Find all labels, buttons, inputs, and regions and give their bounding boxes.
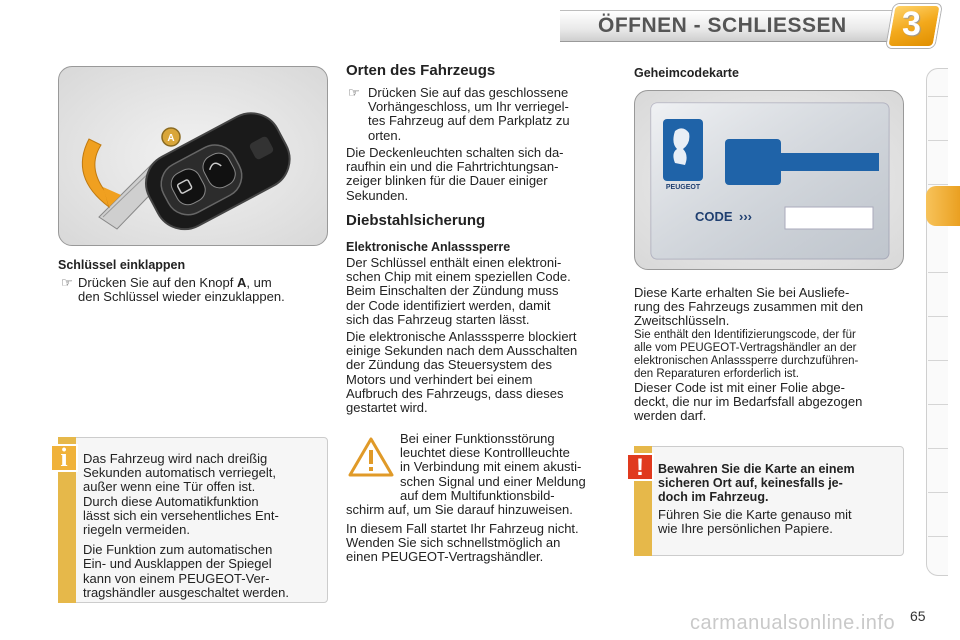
para-line: Sie enthält den Identifizierungscode, der für	[634, 329, 856, 341]
chevrons-icon: ›››	[739, 209, 752, 224]
para-line: In diesem Fall startet Ihr Fahrzeug nicht.	[346, 521, 579, 536]
para-line: zeiger blinken für die Dauer einiger	[346, 173, 548, 189]
info-line: Die Funktion zum automatischen	[83, 542, 273, 558]
bullet-pointer-icon: ☞	[61, 275, 73, 290]
tab-divider	[928, 316, 948, 317]
warning-light-text-end: schirm auf, um Sie darauf hinzuweisen.	[346, 502, 573, 517]
warn-line: auf dem Multifunktionsbild-	[400, 487, 555, 503]
code-card-illustration	[634, 90, 904, 270]
tab-divider	[928, 492, 948, 493]
para-line: Die elektronische Anlasssperre blockiert	[346, 329, 577, 344]
para-line: rung des Fahrzeugs zusammen mit den	[634, 299, 864, 315]
exclamation-icon: !	[626, 453, 654, 481]
para-line: Wenden Sie sich schnellstmöglich an	[346, 535, 561, 551]
para-line: der Zündung das Steuersystem des	[346, 357, 552, 373]
para-line: einen PEUGEOT-Vertragshändler.	[346, 549, 544, 565]
para-line: Der Schlüssel enthält einen elektroni-	[346, 255, 562, 270]
tab-divider	[928, 448, 948, 449]
bullet-text: Drücken Sie auf den Knopf	[78, 275, 234, 290]
para-lights	[346, 146, 616, 203]
tab-divider	[928, 272, 948, 273]
para-line: Diese Karte erhalten Sie bei Ausliefe-	[634, 285, 850, 300]
info-line: Durch diese Automatikfunktion	[83, 493, 259, 509]
para-card-delivery	[634, 286, 904, 329]
warn-line: schen Signal und einer Meldung	[400, 473, 586, 489]
para-line: einige Sekunden nach dem Ausschalten	[346, 343, 578, 359]
para-line: sich das Fahrzeug starten lässt.	[346, 311, 530, 327]
card-brand-label: PEUGEOT	[665, 184, 701, 191]
bullet-line: tes Fahrzeug auf dem Parkplatz zu	[368, 113, 570, 129]
warning-triangle-icon	[347, 436, 395, 478]
page-number: 65	[910, 608, 926, 624]
subheading-immobiliser: Elektronische Anlasssperre	[346, 240, 511, 254]
info-line: tragshändler ausgeschaltet werden.	[83, 584, 289, 600]
info-line: kann von einem PEUGEOT-Ver-	[83, 570, 270, 586]
watermark: carmanualsonline.info	[690, 612, 896, 634]
para-immobiliser-block	[346, 330, 616, 415]
para-line: schen Chip mit einem speziellen Code.	[346, 269, 571, 285]
warn-line: wie Ihre persönlichen Papiere.	[658, 521, 833, 537]
key-illustration	[58, 66, 328, 246]
tab-divider	[928, 140, 948, 141]
para-chip	[346, 256, 616, 327]
chapter-tab-strip	[926, 68, 948, 576]
warn-line: Führen Sie die Karte genauso mit	[658, 507, 852, 522]
active-chapter-tab[interactable]	[926, 186, 960, 226]
page-header	[0, 0, 960, 48]
warn-line: sicheren Ort auf, keinesfalls je-	[658, 476, 843, 491]
warning-bold-text	[658, 462, 898, 505]
para-line: Motors und verhindert bei einem	[346, 371, 533, 387]
para-card-foil	[634, 381, 904, 424]
bullet-line: Vorhängeschloss, um Ihr verriegel-	[368, 99, 569, 115]
tab-divider	[928, 96, 948, 97]
bullet-pointer-icon: ☞	[348, 85, 360, 100]
warn-line: leuchtet diese Kontrollleuchte	[400, 445, 570, 461]
para-line: Dieser Code ist mit einer Folie abge-	[634, 380, 845, 395]
warn-line: in Verbindung mit einem akusti-	[400, 459, 582, 475]
page-title: ÖFFNEN - SCHLIESSEN	[598, 14, 847, 37]
heading-locate-vehicle: Orten des Fahrzeugs	[346, 62, 496, 79]
info-icon: i	[50, 444, 78, 472]
heading-fold-key: Schlüssel einklappen	[58, 258, 186, 272]
bullet-text-line2: den Schlüssel wieder einzuklappen.	[78, 289, 285, 305]
warning-text	[658, 508, 898, 536]
para-line: Beim Einschalten der Zündung muss	[346, 283, 559, 299]
para-line: der Code identifiziert werden, damit	[346, 297, 551, 313]
para-line: werden darf.	[634, 408, 707, 424]
info-line: Das Fahrzeug wird nach dreißig	[83, 451, 268, 466]
para-no-start	[346, 522, 616, 565]
bullet-line: orten.	[368, 127, 402, 143]
info-text	[83, 452, 321, 600]
para-line: den Reparaturen erforderlich ist.	[634, 368, 799, 380]
para-line: Die Deckenleuchten schalten sich da-	[346, 145, 564, 160]
para-line: Sekunden.	[346, 187, 409, 203]
info-line: riegeln vermeiden.	[83, 522, 190, 538]
info-line: Sekunden automatisch verriegelt,	[83, 465, 276, 481]
para-line: gestartet wird.	[346, 400, 428, 416]
chapter-number: 3	[902, 5, 921, 43]
bullet-line: Drücken Sie auf das geschlossene	[368, 85, 569, 100]
warn-line: Bewahren Sie die Karte an einem	[658, 462, 855, 476]
para-line: alle vom PEUGEOT-Vertragshändler an der	[634, 342, 857, 354]
tab-divider	[928, 404, 948, 405]
warning-light-text	[400, 432, 616, 503]
info-line: Ein- und Ausklappen der Spiegel	[83, 556, 272, 572]
bullet-key-ref: A	[237, 275, 247, 290]
para-line: deckt, die nur im Bedarfsfall abgezogen	[634, 394, 863, 410]
warn-line: doch im Fahrzeug.	[658, 490, 769, 505]
para-line: Zweitschlüsseln.	[634, 313, 730, 329]
warn-line: Bei einer Funktionsstörung	[400, 431, 555, 446]
tab-divider	[928, 536, 948, 537]
para-line: elektronischen Anlasssperre durchzuführen-	[634, 355, 859, 367]
info-line: lässt sich ein versehentliches Ent-	[83, 507, 279, 523]
bullet-text-end: , um	[246, 275, 272, 290]
para-line: Aufbruch des Fahrzeugs, dass dieses	[346, 385, 564, 401]
para-line: raufhin ein und die Fahrtrichtungsan-	[346, 159, 559, 175]
tab-divider	[928, 184, 948, 185]
info-line: außer wenn eine Tür offen ist.	[83, 479, 256, 495]
heading-code-card: Geheimcodekarte	[634, 66, 739, 80]
para-card-contents	[634, 329, 904, 381]
card-code-label: CODE	[695, 209, 733, 224]
heading-anti-theft: Diebstahlsicherung	[346, 212, 486, 229]
tab-divider	[928, 360, 948, 361]
key-button-label: A	[167, 133, 175, 144]
